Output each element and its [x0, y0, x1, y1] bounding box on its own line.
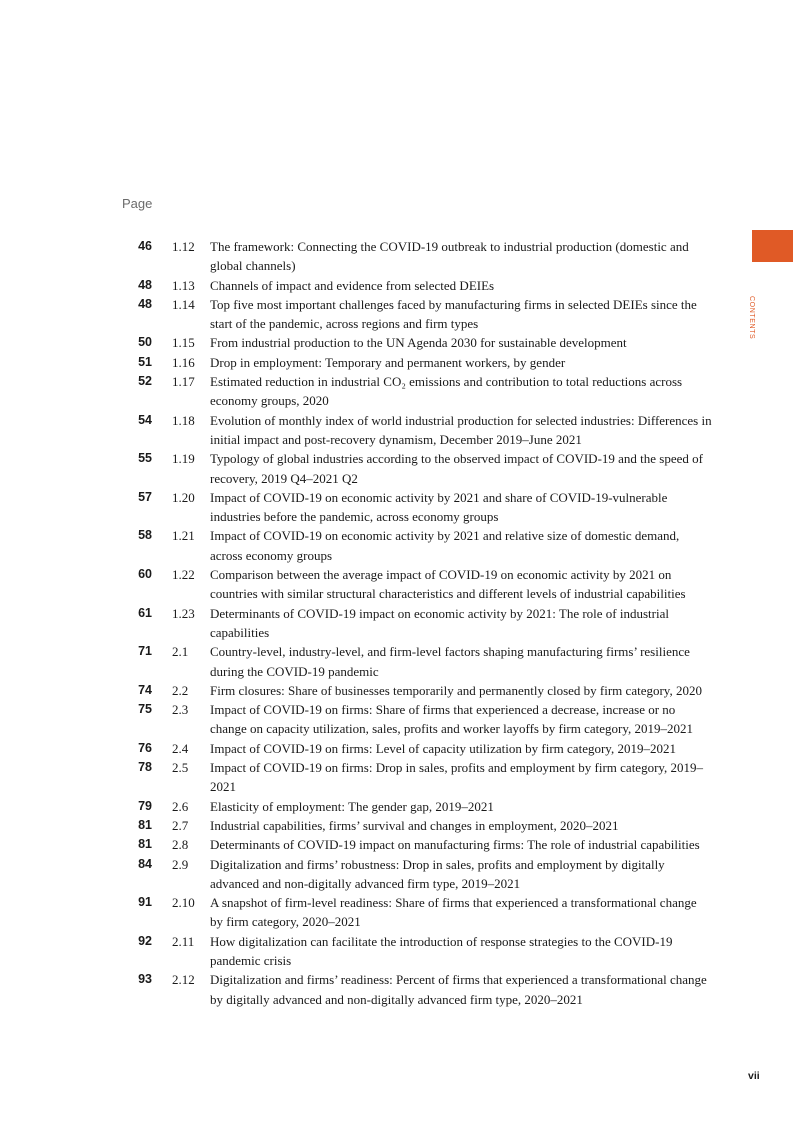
- entry-page-number: 81: [138, 837, 152, 852]
- entry-title: Impact of COVID-19 on economic activity by 2021 and relative size of domestic demand, across economy groups: [210, 528, 680, 563]
- entry-page-number: 74: [138, 682, 152, 697]
- entry-title: Comparison between the average impact of COVID-19 on economic activity by 2021 on countries with similar structural characteristics and different levels of industrial capabilities: [210, 567, 686, 602]
- entry-page-number: 60: [138, 567, 152, 582]
- entry-figure-number: 1.14: [172, 296, 195, 312]
- toc-entry[interactable]: [122, 449, 712, 488]
- entry-title: Elasticity of employment: The gender gap, 2019–2021: [210, 798, 494, 814]
- toc-entry[interactable]: [122, 372, 712, 411]
- entry-page-number: 81: [138, 817, 152, 832]
- toc-entry[interactable]: [122, 276, 712, 295]
- entry-figure-number: 2.7: [172, 817, 189, 833]
- toc-entry[interactable]: [122, 758, 712, 797]
- entry-page-number: 46: [138, 239, 152, 253]
- entry-title: From industrial production to the UN Agenda 2030 for sustainable development: [210, 335, 627, 351]
- toc-entry[interactable]: [122, 797, 712, 816]
- entry-title: Firm closures: Share of businesses temporarily and permanently closed by firm category, 2020: [210, 682, 702, 698]
- entry-page-number: 78: [138, 760, 152, 775]
- entry-title: The framework: Connecting the COVID-19 outbreak to industrial production (domestic and global channels): [210, 239, 689, 274]
- entry-title: Evolution of monthly index of world industrial production for selected industries: Differences in initial impact and post-recovery dynamism, December 2019–June 2021: [210, 412, 712, 447]
- entry-figure-number: 1.18: [172, 412, 195, 428]
- toc-entry[interactable]: [122, 893, 712, 932]
- entry-title: Digitalization and firms’ robustness: Drop in sales, profits and employment by digitally advanced and non-digitally advanced firm type, 2019–2021: [210, 856, 665, 891]
- toc-entry[interactable]: [122, 237, 712, 276]
- entry-figure-number: 2.4: [172, 740, 189, 756]
- entry-figure-number: 1.13: [172, 277, 195, 293]
- entry-figure-number: 2.11: [172, 933, 195, 949]
- entry-figure-number: 1.12: [172, 239, 195, 254]
- entry-title: A snapshot of firm-level readiness: Share of firms that experienced a transformational change by firm category, 2020–2021: [210, 895, 697, 930]
- toc-entry[interactable]: [122, 565, 712, 604]
- entry-figure-number: 1.21: [172, 528, 195, 544]
- entry-figure-number: 2.8: [172, 837, 189, 853]
- section-side-label: CONTENTS: [748, 296, 755, 340]
- entry-page-number: 50: [138, 335, 152, 350]
- toc-entry[interactable]: [122, 835, 712, 854]
- entry-page-number: 54: [138, 412, 152, 427]
- entry-figure-number: 1.22: [172, 567, 195, 583]
- entry-title: Typology of global industries according to the observed impact of COVID-19 and the speed of recovery, 2019 Q4–2021 Q2: [210, 451, 703, 486]
- toc-entry[interactable]: [122, 700, 712, 739]
- toc-entry[interactable]: [122, 855, 712, 894]
- entry-figure-number: 1.20: [172, 489, 195, 505]
- entry-title: Estimated reduction in industrial CO₂ emissions and contribution to total reductions across economy groups, 2020: [210, 374, 683, 409]
- toc-entry[interactable]: [122, 295, 712, 334]
- entry-figure-number: 1.23: [172, 605, 195, 621]
- entry-page-number: 92: [138, 933, 152, 948]
- entry-page-number: 71: [138, 644, 152, 659]
- entry-figure-number: 2.6: [172, 798, 189, 814]
- entry-page-number: 51: [138, 354, 152, 369]
- toc-entry[interactable]: [122, 333, 712, 352]
- toc-entry[interactable]: [122, 526, 712, 565]
- entry-page-number: 84: [138, 856, 152, 871]
- entry-title: Impact of COVID-19 on firms: Level of capacity utilization by firm category, 2019–2021: [210, 740, 676, 756]
- entry-title: Drop in employment: Temporary and permanent workers, by gender: [210, 354, 566, 370]
- entry-title: Impact of COVID-19 on economic activity by 2021 and share of COVID-19-vulnerable industries before the pandemic, across economy groups: [210, 489, 668, 525]
- toc-entry[interactable]: [122, 816, 712, 835]
- page-column-label: Page: [122, 196, 153, 211]
- entry-figure-number: 2.1: [172, 644, 189, 660]
- toc-entry[interactable]: [122, 970, 712, 1009]
- entry-page-number: 61: [138, 605, 152, 620]
- toc-entry[interactable]: [122, 353, 712, 372]
- entry-page-number: 76: [138, 740, 152, 755]
- toc-entry[interactable]: [122, 411, 712, 450]
- entry-page-number: 58: [138, 528, 152, 543]
- entry-figure-number: 1.17: [172, 374, 195, 390]
- entry-page-number: 55: [138, 451, 152, 466]
- entry-figure-number: 2.5: [172, 760, 189, 776]
- entry-figure-number: 1.15: [172, 335, 195, 351]
- entry-title: Top five most important challenges faced by manufacturing firms in selected DEIEs since the start of the pandemic, across regions and firm types: [210, 296, 697, 332]
- entry-figure-number: 2.3: [172, 702, 189, 718]
- entry-page-number: 91: [138, 895, 152, 910]
- entry-page-number: 75: [138, 702, 152, 717]
- entry-figure-number: 2.10: [172, 895, 195, 911]
- toc-entry[interactable]: [122, 642, 712, 681]
- page-folio: vii: [748, 1070, 760, 1082]
- entry-title: Channels of impact and evidence from selected DEIEs: [210, 277, 495, 293]
- toc-entry[interactable]: [122, 488, 712, 527]
- entry-figure-number: 2.9: [172, 856, 189, 872]
- section-tab-marker: [752, 230, 793, 262]
- entry-figure-number: 1.16: [172, 354, 195, 370]
- entry-title: Impact of COVID-19 on firms: Share of firms that experienced a decrease, increase or no change on capacity utilization, sales, profits and worker layoffs by firm category, 2019–2021: [210, 702, 694, 737]
- entry-title: Determinants of COVID-19 impact on manufacturing firms: The role of industrial capabilities: [210, 837, 700, 853]
- entry-title: Industrial capabilities, firms’ survival and changes in employment, 2020–2021: [210, 817, 619, 833]
- entry-title: How digitalization can facilitate the introduction of response strategies to the COVID-19 pandemic crisis: [210, 933, 673, 968]
- entry-title: Determinants of COVID-19 impact on economic activity by 2021: The role of industrial capabilities: [210, 605, 669, 640]
- entry-title: Digitalization and firms’ readiness: Percent of firms that experienced a transformational change by digitally advanced and non-digitally advanced firm type, 2020–2021: [210, 972, 707, 1007]
- figure-list: [122, 237, 712, 1009]
- entry-page-number: 48: [138, 277, 152, 292]
- entry-figure-number: 1.19: [172, 451, 195, 467]
- toc-entry[interactable]: [122, 604, 712, 643]
- entry-figure-number: 2.2: [172, 682, 189, 698]
- toc-entry[interactable]: [122, 681, 712, 700]
- entry-title: Country-level, industry-level, and firm-level factors shaping manufacturing firms’ resilience during the COVID-19 pandemic: [210, 644, 690, 679]
- toc-entry[interactable]: [122, 932, 712, 971]
- entry-page-number: 48: [138, 296, 152, 311]
- entry-title: Impact of COVID-19 on firms: Drop in sales, profits and employment by firm category, 2019–2021: [210, 760, 704, 795]
- entry-page-number: 52: [138, 374, 152, 389]
- entry-page-number: 79: [138, 798, 152, 813]
- toc-entry[interactable]: [122, 739, 712, 758]
- entry-page-number: 93: [138, 972, 152, 987]
- entry-figure-number: 2.12: [172, 972, 195, 988]
- entry-page-number: 57: [138, 489, 152, 504]
